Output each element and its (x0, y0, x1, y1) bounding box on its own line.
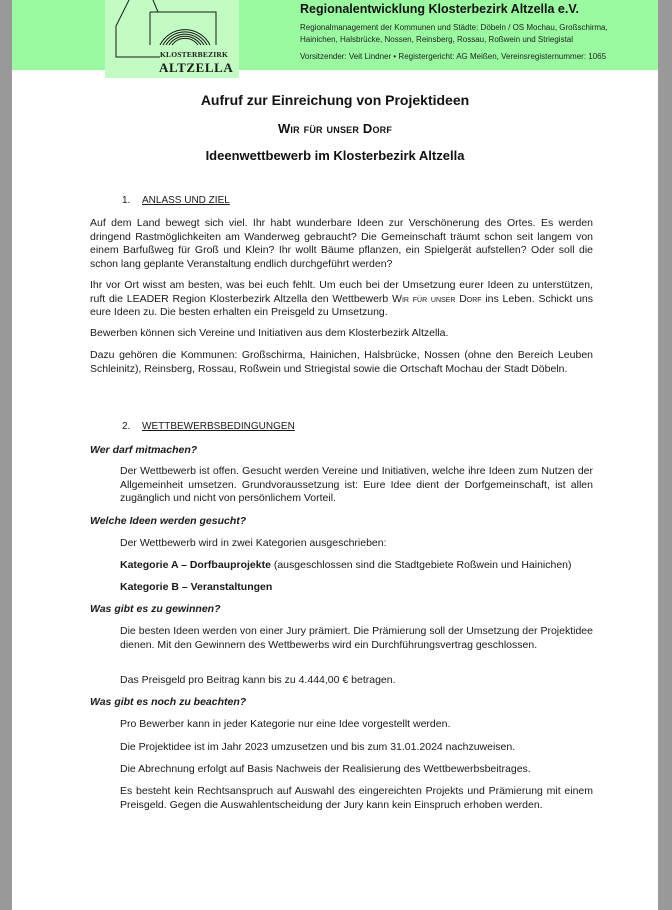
rule-item: Es besteht kein Rechtsanspruch auf Auswahl des eingereichten Projekts und Prämierung mit einem Preisgeld. Gegen die Auswahlentscheidung der Jury kann kein Einspruch erhoben werden. (120, 785, 593, 811)
document-subtitle-2: Ideenwettbewerb im Klosterbezirk Altzella (205, 148, 465, 163)
org-meta: Vorsitzender: Veit Lindner • Registergericht: AG Meißen, Vereinsregisternummer: 1065 (300, 52, 607, 61)
section-number: 2. (122, 421, 131, 432)
rule-item: Die Abrechnung erfolgt auf Basis Nachweis der Realisierung des Wettbewerbsbeitrages. (120, 763, 531, 775)
paragraph: Der Wettbewerb wird in zwei Kategorien ausgeschrieben: (120, 537, 387, 549)
document-page (12, 0, 658, 910)
letterhead (12, 0, 658, 75)
question-heading: Was gibt es zu gewinnen? (90, 603, 221, 615)
org-subtitle-line: Regionalmanagement der Kommunen und Städte: Döbeln / OS Mochau, Großschirma, (300, 23, 608, 32)
question-heading: Wer darf mitmachen? (90, 444, 198, 456)
org-info (300, 2, 660, 62)
section-title: ANLASS UND ZIEL (142, 195, 230, 206)
category-a-note: (ausgeschlossen sind die Stadtgebiete Roßwein und Hainichen) (270, 559, 572, 571)
section-number: 1. (122, 195, 131, 206)
document-subtitle: Wir für unser Dorf (277, 121, 393, 136)
logo-text-large: ALTZELLA (159, 60, 234, 75)
paragraph: Die besten Ideen werden von einer Jury prämiert. Die Prämierung soll der Umsetzung der Projektidee dienen. Mit den Gewinnern des Wettbewerbs wird ein Durchführungsvertrag geschlossen. (120, 625, 593, 651)
document-title: Aufruf zur Einreichung von Projektideen (200, 92, 470, 108)
text: ins Leben. Schickt uns eure Ideen zu. Die besten erhalten ein Preisgeld zu Umsetzung. (90, 292, 593, 319)
category-b (120, 581, 593, 595)
org-subtitle-line: Hainichen, Halsbrücke, Nossen, Reinsberg, Rossau, Roßwein und Striegistal (300, 34, 574, 44)
paragraph: Bewerben können sich Vereine und Initiativen aus dem Klosterbezirk Altzella. (90, 327, 449, 339)
paragraph: Der Wettbewerb ist offen. Gesucht werden Vereine und Initiativen, welche ihre Ideen zum Nutzen der Allgemeinheit umsetzen. Grundvoraussetzung ist: Eure Idee dient der Dorfgemeinschaft, ist allen zugänglich und nicht von persönlichem Vorteil. (120, 465, 593, 505)
category-a-title: Kategorie A – Dorfbauprojekte (120, 559, 271, 571)
paragraph: Dazu gehören die Kommunen: Großschirma, Hainichen, Halsbrücke, Nossen (ohne den Bereich Leuben Schleinitz), Reinsberg, Rossau, Roßwein und Striegistal sowie die Ortschaft Mochau der Stadt Döbeln. (90, 349, 593, 375)
category-a (120, 559, 593, 573)
competition-name: Wir für unser Dorf (392, 292, 482, 305)
logo-text-small: KLOSTERBEZIRK (160, 50, 229, 59)
prize-money: Das Preisgeld pro Beitrag kann bis zu 4.444,00 € betragen. (120, 674, 396, 686)
category-b-title: Kategorie B – Veranstaltungen (120, 581, 273, 593)
section-title: WETTBEWERBSBEDINGUNGEN (142, 421, 295, 432)
text: Ihr vor Ort wisst am besten, was bei euch fehlt. Um euch bei der Umsetzung eurer Ideen zu unterstützen, ruft die LEADER Region Klosterbezirk Altzella den Wettbewerb (90, 279, 593, 305)
paragraph (90, 279, 593, 320)
paragraph: Auf dem Land bewegt sich viel. Ihr habt wunderbare Ideen zur Verschönerung des Ortes. Es werden dringend Rastmöglichkeiten am Wanderweg gebraucht? Die Gemeinschaft träumt schon seit langem von einem Barfußweg für Groß und Klein? Ihr wollt Bäume pflanzen, ein Spielgerät aufstellen? Oder soll die schon lang geplante Veranstaltung endlich durchgeführt werden? (90, 217, 593, 271)
org-subtitle (300, 22, 660, 45)
question-heading: Was gibt es noch zu beachten? (90, 696, 247, 708)
org-title: Regionalentwicklung Klosterbezirk Altzella e.V. (300, 2, 580, 16)
question-heading: Welche Ideen werden gesucht? (90, 515, 247, 527)
section-heading (122, 194, 230, 208)
logo (105, 0, 239, 78)
rule-item: Die Projektidee ist im Jahr 2023 umzusetzen und bis zum 31.01.2024 nachzuweisen. (120, 741, 516, 753)
rule-item: Pro Bewerber kann in jeder Kategorie nur eine Idee vorgestellt werden. (120, 718, 451, 730)
section-heading (122, 420, 295, 434)
